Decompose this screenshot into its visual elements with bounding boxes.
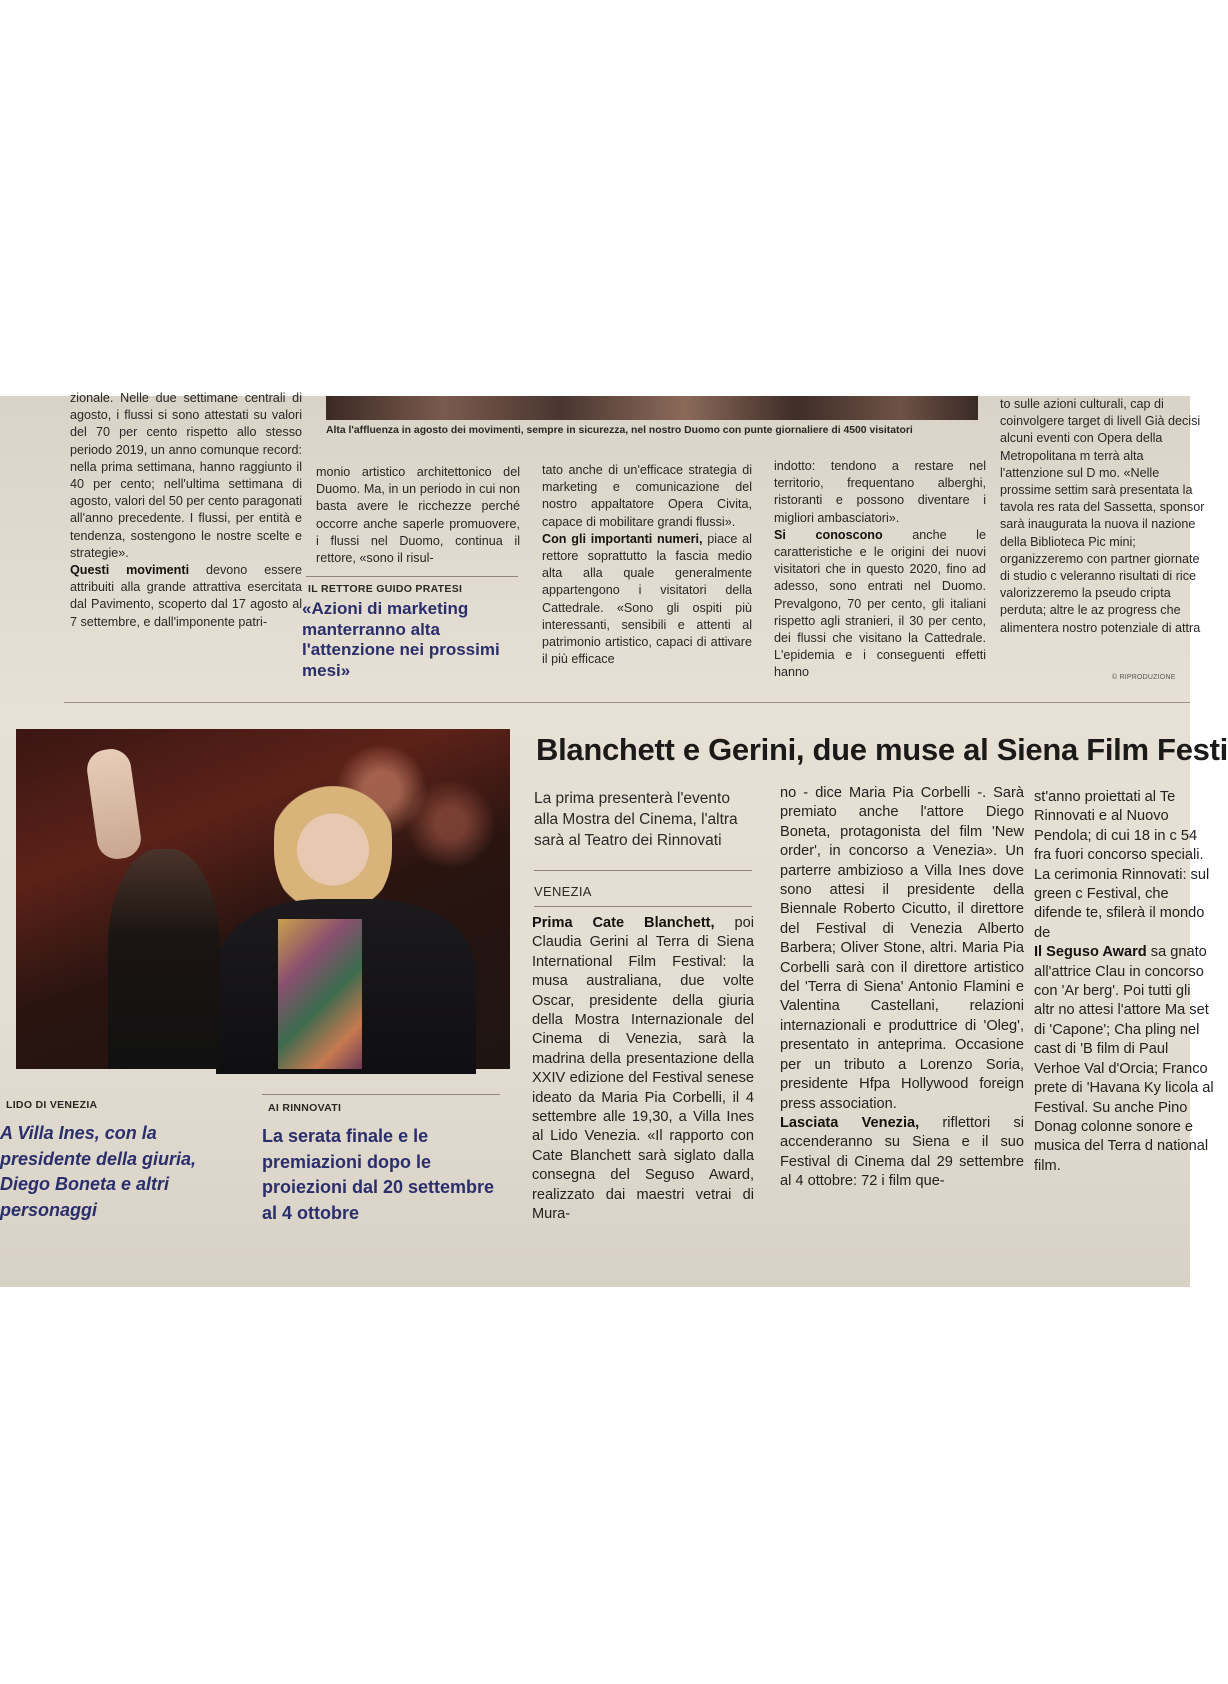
cate-blanchett-photo [16, 729, 510, 1069]
side-box-kicker-lido: LIDO DI VENEZIA [6, 1099, 98, 1111]
paragraph-text: sa gnato all'attrice Clau in concorso con 'Ar berg'. Poi tutti gli altr no attesi l'attore Ma set di 'Capone'; Cha pling nel cast di 'B film di Paul Verhoe Val d'Orcia; Franco prete di 'Havana Ky licola al Festival. Su anche Pino Donag colonne sonore e musica del Terra d national film. [1034, 944, 1214, 1174]
article-headline: Blanchett e Gerini, due muse al Siena Film Festi [536, 732, 1228, 767]
paragraph-text: st'anno proiettati al Te Rinnovati e al Nuovo Pendola; di cui 18 in c 54 fra fuori concorso speciali. La cerimonia Rinnovati: sul green c Festival, che difende te, sfilerà il mondo de [1034, 789, 1210, 941]
subhead-divider [534, 870, 752, 871]
paragraph-lead: Lasciata Venezia, [780, 1114, 920, 1131]
paragraph-text: piace al rettore soprattutto la fascia medio alta alla quale generalmente appartengono i visitatori della Cattedrale. «Sono gli ospiti più interessanti, sensibili e attenti al patrimonio artistico, capaci di attivare il più efficace [542, 531, 752, 667]
column-divider [306, 576, 518, 577]
bottom-article-column-3 [1034, 788, 1214, 1176]
side-box-divider [262, 1094, 500, 1095]
dateline-place: VENEZIA [534, 884, 592, 899]
top-article-column-1 [70, 390, 302, 631]
paragraph-text: monio artistico architettonico del Duomo. Ma, in un periodo in cui non basta avere le ricchezze perché occorre anche saperle promuovere, i flussi nel Duomo, continua il rettore, «sono il risul- [316, 465, 520, 566]
paragraph-text: poi Claudia Gerini al Terra di Siena International Film Festival: la musa australiana, due volte Oscar, presidente della giuria della Mostra Internazionale del Cinema di Venezia, sarà la madrina della presentazione della XXIV edizione del Festival senese ideato da Maria Pia Corbelli, il 4 settembre alle 19,30, a Villa Ines al Lido Venezia. «Il rapporto con Cate Blanchett sarà siglato dalla consegna del Seguso Award, realizzato dai maestri vetrai di Mura- [532, 915, 754, 1223]
pull-quote: «Azioni di marketing manterranno alta l'attenzione nei prossimi mesi» [302, 599, 500, 680]
paragraph-text: tato anche di un'efficace strategia di marketing e comunicazione del nostro appaltatore Opera Civita, capace di mobilitare grandi flussi». [542, 463, 752, 529]
duomo-photo-caption: Alta l'affluenza in agosto dei movimenti, sempre in sicurezza, nel nostro Duomo con punte giornaliere di 4500 visitatori [326, 425, 913, 436]
paragraph-text: indotto: tendono a restare nel territorio, frequentano alberghi, ristoranti e possono diventare i migliori ambasciatori». [774, 459, 986, 525]
paragraph-text: devono essere attribuiti alla grande attrattiva esercitata dal Pavimento, scoperto dal 17 agosto al 7 settembre, e dall'imponente patri- [70, 563, 302, 629]
copyright-note: © RIPRODUZIONE [1112, 674, 1176, 681]
paragraph-lead: Si conoscono [774, 527, 883, 542]
photo-bystander [108, 849, 220, 1069]
photo-figure-dress [278, 919, 362, 1069]
section-divider [64, 702, 1190, 703]
top-article-column-5 [1000, 396, 1205, 637]
photo-figure-arm [85, 746, 144, 861]
side-box-title-lido: A Villa Ines, con la presidente della giuria, Diego Boneta e altri personaggi [0, 1123, 197, 1220]
top-article-column-2 [316, 464, 520, 567]
paragraph-text: to sulle azioni culturali, cap di coinvolgere target di livell Già decisi alcuni eventi con Opera della Metropolitana m terrà alta l'attenzione sul D mo. «Nelle prossime settim sarà presentata la tavola res rata del Sassetta, sponsor sarà inaugurata la nuova il nazione della Biblioteca Pic mini; organizzeremo con partner giornate di studio c veleranno risultati di rice valorizzeremo la pseudo cripta perduta; altre le az progress che alimentera nostro potenziale di attra [1000, 397, 1205, 635]
side-box-kicker-rinnovati: AI RINNOVATI [268, 1102, 342, 1114]
paragraph-text: anche le caratteristiche e le origini dei nuovi visitatori che in questo 2020, fino ad adesso, sono entrati nel Duomo. Prevalgono, 70 per cento, gli italiani rispetto agli stranieri, il 30 per cento, dei flussi che visitano la Cattedrale. L'epidemia e i conseguenti effetti hanno [774, 527, 986, 680]
dateline-divider [534, 906, 752, 907]
paragraph-text: riflettori si accenderanno su Siena e il suo Festival di Cinema dal 29 settembre al 4 ottobre: 72 i film que- [780, 1114, 1024, 1190]
top-article-column-4 [774, 458, 986, 682]
article-subhead: La prima presenterà l'evento alla Mostra del Cinema, l'altra sarà al Teatro dei Rinnovati [534, 790, 738, 849]
duomo-photo [326, 396, 978, 420]
interview-kicker: IL RETTORE GUIDO PRATESI [308, 583, 463, 595]
paragraph-text: zionale. Nelle due settimane centrali di agosto, i flussi si sono attestati su valori del 70 per cento rispetto allo stesso periodo 2019, un anno comunque record: nella prima settimana, hanno raggiunto il 40 per cento; nell'ultima settimana di agosto, valori del 50 per cento paragonati all'anno precedente. I flussi, per entità e tendenza, sostengono le nostre scelte e strategie». [70, 391, 302, 560]
side-box-title-rinnovati: La serata finale e le premiazioni dopo le proiezioni dal 20 settembre al 4 ottobre [262, 1126, 495, 1223]
bottom-article-column-2 [780, 784, 1024, 1192]
paragraph-lead: Con gli importanti numeri, [542, 531, 703, 546]
top-article-column-3 [542, 462, 752, 668]
paragraph-lead: Il Seguso Award [1034, 944, 1147, 961]
photo-figure-head [274, 767, 392, 917]
paragraph-text: no - dice Maria Pia Corbelli -. Sarà premiato anche l'attore Diego Boneta, protagonista del film 'New order', in concorso a Venezia». Un parterre ambizioso a Villa Ines dove sono attesi il presidente della Biennale Roberto Cicutto, il direttore del Festival di Venezia Alberto Barbera; Oliver Stone, altri. Maria Pia Corbelli sarà con il direttore artistico del 'Terra di Siena' Antonio Flamini e Valentina Castellani, relazioni internazionali e produttrice di 'Oleg', presentato in anteprima. Occasione per un tributo a Lorenzo Soria, presidente Hfpa Hollywood foreign press association. [780, 785, 1024, 1112]
bottom-article-column-1 [532, 914, 754, 1225]
paragraph-lead: Questi movimenti [70, 563, 190, 578]
paragraph-lead: Prima Cate Blanchett, [532, 915, 715, 931]
newspaper-page [0, 391, 1228, 1287]
